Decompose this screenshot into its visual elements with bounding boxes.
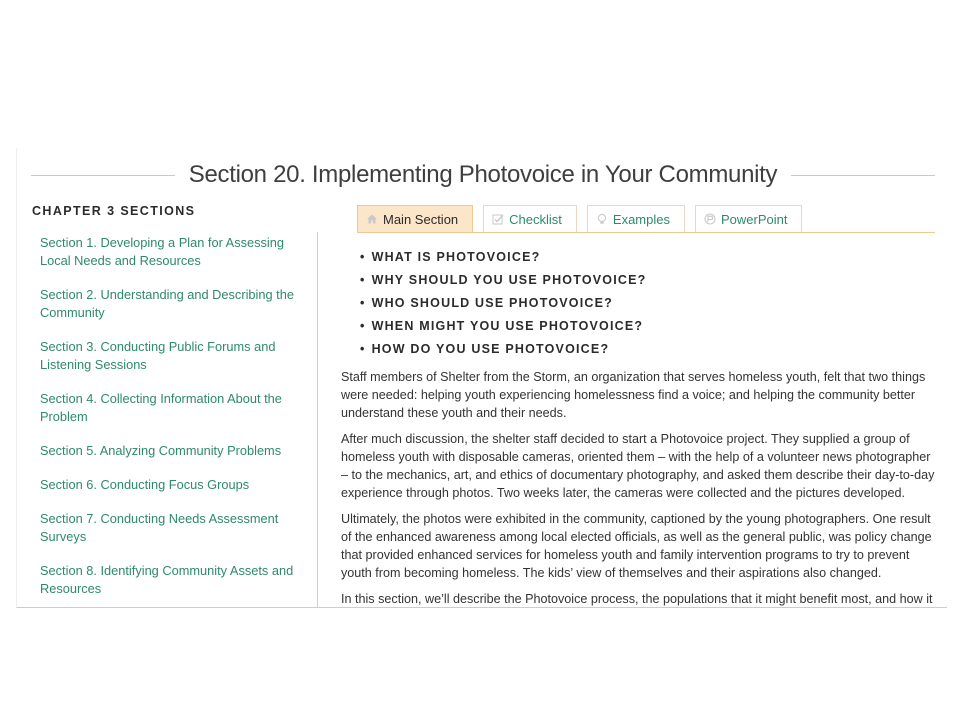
sidebar-item-section-1[interactable]: Section 1. Developing a Plan for Assessing Local Needs and Resources [40,235,284,268]
sidebar-item-section-5[interactable]: Section 5. Analyzing Community Problems [40,443,282,458]
sidebar-item-section-7[interactable]: Section 7. Conducting Needs Assessment Surveys [40,511,279,544]
title-rule-right [791,175,935,176]
toc-item-why-use[interactable]: • WHY SHOULD YOU USE PHOTOVOICE? [360,269,647,292]
toc-item-what-is[interactable]: • WHAT IS PHOTOVOICE? [360,246,647,269]
sidebar-section-list [40,234,318,608]
lightbulb-icon [596,213,608,225]
main-content [341,368,939,608]
section-tabs [357,205,802,233]
content-paragraph: Ultimately, the photos were exhibited in the community, captioned by the young photographers. One result of the enhanced awareness among local elected officials, as well as the general public, was policy change that provided enhanced services for homeless youth and family intervention programs to try to prevent youth from becoming homeless. The kids’ view of themselves and their aspirations also changed. [341,512,932,580]
toc-item-who-use[interactable]: • WHO SHOULD USE PHOTOVOICE? [360,292,647,315]
tabs-underline [357,232,935,233]
sidebar-heading: CHAPTER 3 SECTIONS [32,204,196,218]
tab-main-section[interactable] [357,205,473,232]
sidebar-item-section-6[interactable]: Section 6. Conducting Focus Groups [40,477,250,492]
toc-item-when-use[interactable]: • WHEN MIGHT YOU USE PHOTOVOICE? [360,315,647,338]
tab-powerpoint[interactable] [695,205,802,232]
home-icon [366,213,378,225]
toc-item-how-use[interactable]: • HOW DO YOU USE PHOTOVOICE? [360,338,647,361]
content-paragraph: Staff members of Shelter from the Storm, an organization that serves homeless youth, felt that two things were needed: helping youth experiencing homelessness find a voice; and helping the community better understand these youth and their needs. [341,370,926,420]
tab-checklist[interactable] [483,205,577,232]
sidebar-item-section-3[interactable]: Section 3. Conducting Public Forums and Listening Sessions [40,339,276,372]
tab-examples[interactable] [587,205,685,232]
title-rule-left [31,175,175,176]
checklist-icon [492,213,504,225]
sidebar-item-section-2[interactable]: Section 2. Understanding and Describing the Community [40,287,294,320]
tab-label: Main Section [383,211,459,227]
sidebar-item-section-8[interactable]: Section 8. Identifying Community Assets and Resources [40,563,294,596]
tab-label: PowerPoint [720,211,788,227]
powerpoint-icon [704,213,716,225]
content-paragraph: In this section, we’ll describe the Photovoice process, the populations that it might benefit most, and how it [341,592,933,606]
content-paragraph: After much discussion, the shelter staff decided to start a Photovoice project. They supplied a group of homeless youth with disposable cameras, oriented them – with the help of a volunteer news photographer – to the mechanics, art, and ethics of documentary photography, and asked them describe their day-to-day experience through photos. Two weeks later, the cameras were collected and the pictures developed. [341,432,935,500]
table-of-contents [360,246,647,361]
tab-label: Checklist [509,211,562,227]
title-row [31,158,935,192]
tab-label: Examples [612,211,670,227]
sidebar-divider [317,232,318,608]
page-frame [16,148,947,608]
sidebar-item-section-4[interactable]: Section 4. Collecting Information About the Problem [40,391,282,424]
page-title: Section 20. Implementing Photovoice in Your Community [188,161,778,188]
